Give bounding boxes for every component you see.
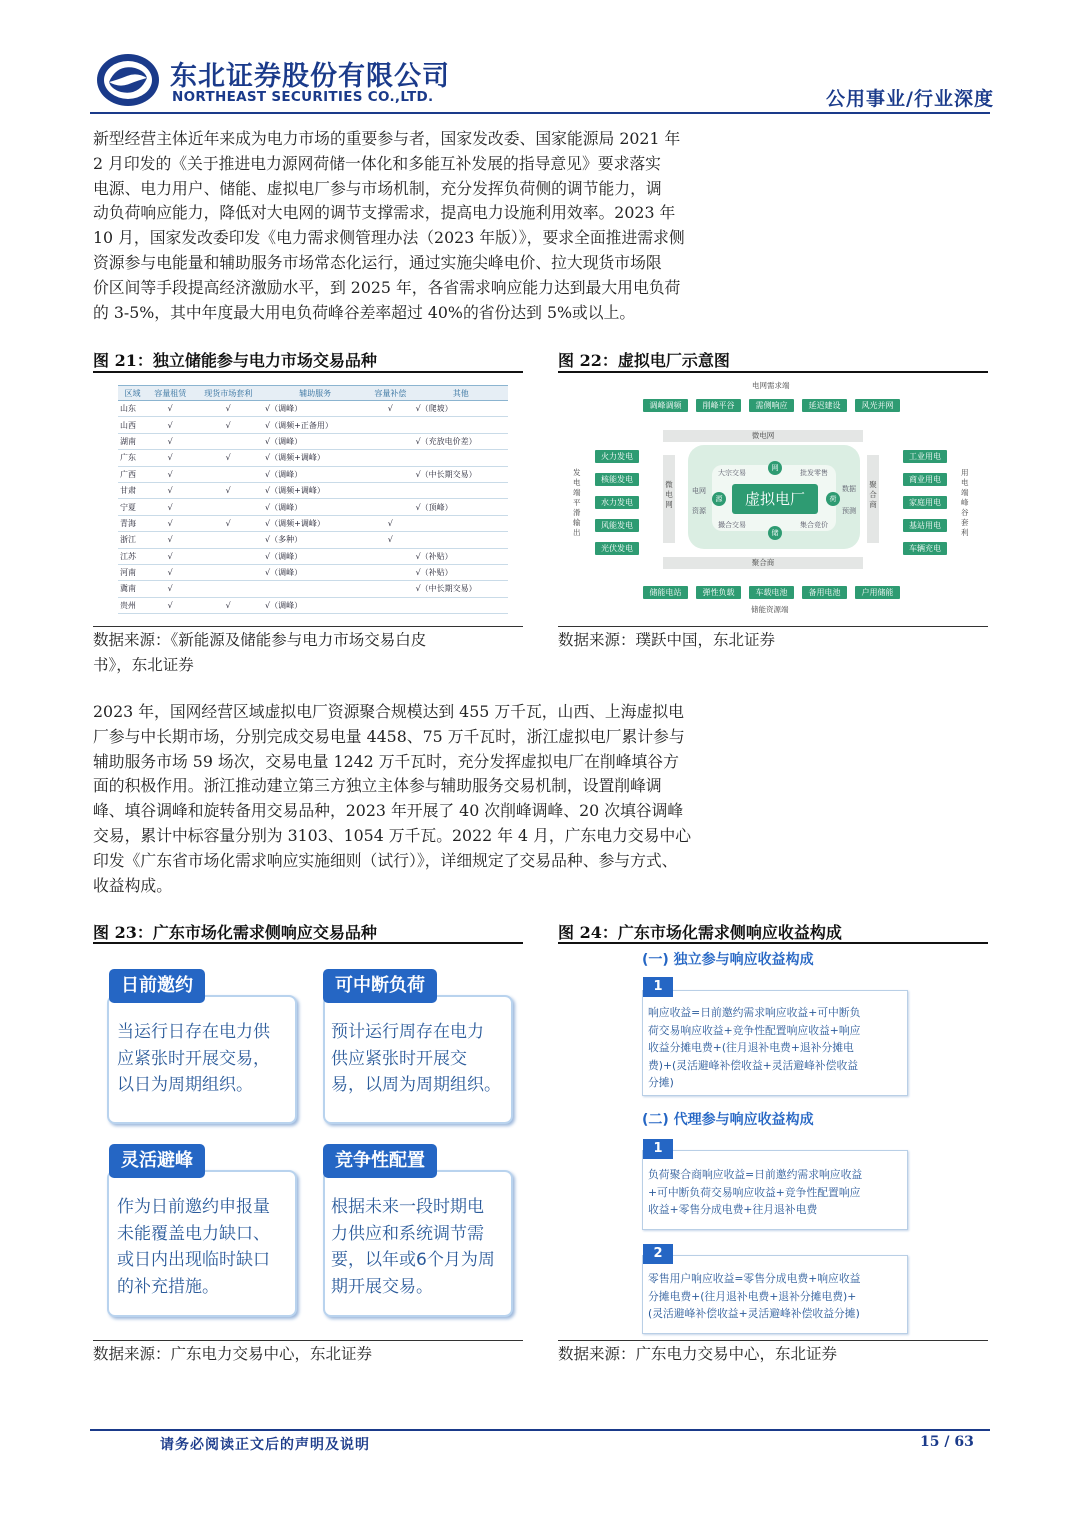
vp-inner-label: 撮合交易 [718,521,746,529]
table-cell: √（补贴） [414,548,508,564]
fig23-card-tag: 日前邀约 [109,969,205,1003]
fig22-source: 数据来源：璞跃中国，东北证券 [558,631,776,649]
table-cell: √（调峰） [263,433,367,449]
footer-disclaimer: 请务必阅读正文后的声明及说明 [160,1437,370,1453]
vp-right-box: 工业用电 [903,450,947,463]
table-cell [263,581,367,597]
fig24-box-text [648,1166,862,1219]
vp-right-box: 商业用电 [903,473,947,486]
table-cell [367,548,413,564]
table-cell [367,482,413,498]
table-cell: √ [147,401,193,417]
report-category: 公用事业/行业深度 [826,88,994,110]
vp-inner-label: 集合竞价 [800,521,828,529]
table-cell [414,450,508,466]
table-cell: 江苏 [118,548,147,564]
table-cell: √ [147,548,193,564]
fig22-top-rule [558,371,988,373]
para-line: 资源参与电能量和辅助服务市场常态化运行，通过实施尖峰电价、拉大现货市场限 [93,252,662,272]
fig24-bottom-rule [558,1340,988,1341]
vp-center-label: 虚拟电厂 [744,490,805,508]
fig21-top-rule [93,371,523,373]
table-header-cell: 辅助服务 [263,386,367,401]
table-row [118,466,508,482]
fig24-section-agent: (二) 代理参与响应收益构成 [642,1112,814,1128]
rv-line: 负荷聚合商响应收益=日前邀约需求响应收益 [648,1168,863,1181]
table-cell: 广西 [118,466,147,482]
table-header-cell: 容量租赁 [147,386,193,401]
table-cell: √ [193,417,263,433]
rv-line: 分摊) [648,1076,674,1090]
card-line: 供应紧张时开展交 [331,1048,467,1069]
vp-top-box: 延迟建设 [802,399,847,412]
vp-inner-side-label: 预测 [842,507,856,515]
table-row [118,548,508,564]
table-cell: 湖南 [118,433,147,449]
vp-right-mid-bar: 聚合商 [867,455,879,543]
para-line: 辅助服务市场 59 场次，交易电量 1242 万千瓦时，充分发挥虚拟电厂在削峰填谷方 [93,751,679,771]
table-cell: √ [147,450,193,466]
card-line: 力供应和系统调节需 [331,1223,484,1244]
vp-left-side-label: 发电端平滑输出 [573,468,581,537]
table-header-cell: 容量补偿 [367,386,413,401]
para-line: 电源、电力用户、储能、虚拟电厂参与市场机制，充分发挥负荷侧的调节能力，调 [93,178,662,198]
vp-inner-side-label: 电网 [692,487,706,495]
vp-left-mid-bar: 微电网 [663,455,675,543]
fig24-box-number: 1 [643,1139,673,1159]
table-cell [367,466,413,482]
table-cell [193,499,263,515]
card-line: 应紧张时开展交易， [117,1048,270,1069]
vp-circle-bottom: 储 [768,526,782,540]
fig24-title: 图 24：广东市场化需求侧响应收益构成 [558,923,842,942]
table-cell: √（调峰） [263,499,367,515]
table-cell: √（调频+调峰） [263,450,367,466]
table-cell: 宁夏 [118,499,147,515]
table-cell: √（中长期交易） [414,581,508,597]
fig23-card-text [117,1194,270,1300]
table-row [118,450,508,466]
para-line: 印发《广东省市场化需求响应实施细则（试行）》，详细规定了交易品种、参与方式、 [93,850,678,870]
para-line: 10 月，国家发改委印发《电力需求侧管理办法（2023 年版）》，要求全面推进需求侧 [93,228,685,248]
vp-bottom-box: 储能电站 [643,586,688,599]
rv-line: 荷交易响应收益+竞争性配置响应收益+响应 [648,1023,861,1037]
vp-top-box: 调峰调频 [643,399,688,412]
footer-divider [90,1429,990,1431]
table-cell [367,564,413,580]
card-line: 或日内出现临时缺口 [117,1250,270,1270]
table-cell: √ [193,482,263,498]
fig23-top-rule [93,942,523,944]
table-cell: √ [147,482,193,498]
fig22-bottom-rule [558,626,988,627]
rv-line: +可中断负荷交易响应收益+竞争性配置响应 [648,1185,861,1199]
vp-bottom-box: 车载电池 [749,586,794,599]
company-name-cn: 东北证券股份有限公司 [170,61,450,92]
table-row [118,597,508,613]
vp-left-box: 风能发电 [595,519,639,532]
table-cell: √ [367,532,413,548]
vp-top-box: 削峰平谷 [696,399,741,412]
fig21-source [93,628,528,678]
fig24-box-number: 1 [643,977,673,997]
rv-line: 收益分摊电费+(往月退补电费+退补分摊电 [648,1041,854,1055]
company-name-en: NORTHEAST SECURITIES CO.,LTD. [172,89,434,105]
table-cell: √ [367,515,413,531]
table-cell: √（调频+调峰） [263,515,367,531]
table-cell [193,548,263,564]
fig23-bottom-rule [93,1340,523,1341]
table-cell: √（调峰） [263,401,367,417]
table-cell [367,450,413,466]
vp-microgrid-bar: 微电网 [663,430,863,442]
header-divider [90,112,990,114]
table-cell: 河南 [118,564,147,580]
fig23-card-tag: 竞争性配置 [323,1144,437,1178]
para-line: 交易，累计中标容量分别为 3103、1054 万千瓦。2022 年 4 月，广东电力交易中心 [93,825,692,845]
table-cell: √ [147,433,193,449]
card-line: 要，以年或6个月为周 [331,1250,495,1270]
table-cell [193,466,263,482]
body-paragraph-2 [93,700,777,898]
table-cell: 浙江 [118,532,147,548]
source-line: 书》，东北证券 [93,656,194,674]
fig21-title: 图 21：独立储能参与电力市场交易品种 [93,351,377,370]
table-cell: √ [193,450,263,466]
vp-top-label: 电网需求端 [752,381,790,390]
para-line: 新型经营主体近年来成为电力市场的重要参与者，国家发改委、国家能源局 2021 年 [93,129,681,148]
table-cell [193,564,263,580]
table-row [118,581,508,597]
vp-left-box: 水力发电 [595,496,639,509]
table-cell: √ [147,466,193,482]
fig23-source: 数据来源：广东电力交易中心，东北证券 [93,1345,373,1363]
vp-circle-top: 网 [768,461,782,475]
table-cell: 广东 [118,450,147,466]
fig23-card-text [331,1194,495,1300]
vp-top-box: 风光并网 [855,399,900,412]
vp-right-side-label: 用电端峰谷套利 [961,468,969,537]
fig23-card-text [331,1019,501,1099]
fig24-box-number: 2 [643,1244,673,1264]
table-cell: √ [147,417,193,433]
table-cell: √（多种） [263,532,367,548]
vp-right-box: 基站用电 [903,519,947,532]
table-cell: √（爬坡） [414,401,508,417]
vp-bottom-box: 弹性负载 [696,586,741,599]
vp-inner-side-label: 资源 [692,507,706,515]
table-cell: √ [147,597,193,613]
table-cell [414,597,508,613]
card-line: 期开展交易。 [331,1276,433,1297]
table-row [118,499,508,515]
table-cell [414,515,508,531]
fig23-card-tag: 可中断负荷 [323,969,437,1003]
table-row [118,515,508,531]
para-line: 价区间等手段提高经济激励水平，到 2025 年，各省需求响应能力达到最大用电负荷 [93,277,681,297]
table-header-cell: 区域 [118,386,147,401]
rv-line: 响应收益=日前邀约需求响应收益+可中断负 [648,1006,861,1019]
table-cell: √ [367,401,413,417]
table-cell: 山东 [118,401,147,417]
vp-inner-label: 大宗交易 [718,469,746,477]
table-cell: √ [147,581,193,597]
table-row [118,564,508,580]
company-logo-icon [95,52,161,108]
vp-circle-left: 源 [712,492,726,506]
table-cell [367,499,413,515]
table-cell: √ [147,515,193,531]
table-cell: √（调峰） [263,548,367,564]
table-cell [367,597,413,613]
table-row [118,532,508,548]
para-line: 厂参与中长期市场，分别完成交易电量 4458、75 万千瓦时，浙江虚拟电厂累计参与 [93,726,685,746]
table-row [118,417,508,433]
vp-circle-right: 荷 [826,492,840,506]
table-header-cell: 现货市场套利 [193,386,263,401]
table-cell: 冀南 [118,581,147,597]
fig24-top-rule [558,942,988,944]
table-header-cell: 其他 [414,386,508,401]
table-cell [193,433,263,449]
para-line: 峰、填谷调峰和旋转备用交易品种，2023 年开展了 40 次削峰调峰、20 次填谷调峰 [93,801,684,821]
rv-line: (灵活避峰补偿收益+灵活避峰补偿收益分摊) [648,1307,860,1321]
table-cell [367,433,413,449]
para-line: 收益构成。 [93,875,172,895]
vp-top-box: 需侧响应 [749,399,794,412]
table-cell: √（调频+正备用） [263,417,367,433]
table-cell [414,532,508,548]
rv-line: 费)+(灵活避峰补偿收益+灵活避峰补偿收益 [648,1058,859,1072]
table-cell: √ [193,597,263,613]
rv-line: 收益+零售分成电费+往月退补电费 [648,1203,818,1217]
table-cell: √ [147,499,193,515]
para-line: 2023 年，国网经营区域虚拟电厂资源聚合规模达到 455 万千瓦，山西、上海虚拟电 [93,702,684,721]
table-cell [414,417,508,433]
table-cell: 甘肃 [118,482,147,498]
table-cell: √（顶峰） [414,499,508,515]
table-cell: √ [193,401,263,417]
para-line: 面的积极作用。浙江推动建立第三方独立主体参与辅助服务交易机制，设置削峰调 [93,776,662,796]
vp-left-box: 核能发电 [595,473,639,486]
table-cell [414,482,508,498]
table-cell: √（补贴） [414,564,508,580]
table-cell: √ [147,564,193,580]
vp-bottom-box: 备用电池 [802,586,847,599]
table-cell: √（中长期交易） [414,466,508,482]
body-paragraph-1 [93,127,777,325]
fig23-card-text [117,1019,270,1099]
para-line: 动负荷响应能力，降低对大电网的调节支撑需求，提高电力设施利用效率。2023 年 [93,203,676,223]
table-cell [193,532,263,548]
card-line: 作为日前邀约申报量 [117,1197,270,1217]
card-line: 易，以周为周期组织。 [331,1075,501,1095]
para-line: 的 3-5%，其中年度最大用电负荷峰谷差率超过 40%的省份达到 5%或以上。 [93,302,636,322]
card-line: 未能覆盖电力缺口、 [117,1223,270,1244]
table-row [118,433,508,449]
vp-left-box: 火力发电 [595,450,639,463]
table-cell [367,581,413,597]
table-cell: 山西 [118,417,147,433]
page-number: 15 / 63 [920,1434,974,1450]
table-cell: √ [193,515,263,531]
vp-right-box: 家庭用电 [903,496,947,509]
vp-bottom-box: 户用储能 [855,586,900,599]
rv-line: 零售用户响应收益=零售分成电费+响应收益 [648,1272,861,1285]
fig22-title: 图 22：虚拟电厂示意图 [558,351,730,370]
table-cell: √（调频+调峰） [263,482,367,498]
table-cell [367,417,413,433]
source-line: 数据来源：《新能源及储能参与电力市场交易白皮 [93,631,427,649]
rv-line: 分摊电费+(往月退补电费+退补分摊电费)+ [648,1289,857,1303]
fig24-box-text [648,1004,860,1092]
card-line: 以日为周期组织。 [117,1075,253,1095]
table-row [118,482,508,498]
card-line: 根据未来一段时期电 [331,1197,484,1217]
table-cell: √（调峰） [263,564,367,580]
fig24-source: 数据来源：广东电力交易中心，东北证券 [558,1345,838,1363]
vp-left-box: 光伏发电 [595,542,639,555]
table-cell: √（调峰） [263,597,367,613]
fig24-section-independent: (一) 独立参与响应收益构成 [642,952,814,968]
vp-aggregator-bar: 聚合商 [663,557,863,569]
table-cell: 贵州 [118,597,147,613]
table-cell: √（调峰） [263,466,367,482]
vp-right-box: 车辆充电 [903,542,947,555]
vp-inner-side-label: 数据 [842,485,856,493]
card-line: 的补充措施。 [117,1276,219,1297]
fig24-box-text [648,1270,860,1323]
card-line: 预计运行周存在电力 [331,1022,484,1042]
para-line: 2 月印发的《关于推进电力源网荷储一体化和多能互补发展的指导意见》要求落实 [93,153,661,173]
table-cell: √ [147,532,193,548]
card-line: 当运行日存在电力供 [117,1022,270,1042]
vp-inner-label: 批发零售 [800,469,828,477]
fig23-title: 图 23：广东市场化需求侧响应交易品种 [93,923,377,942]
table-cell: √（充放电价差） [414,433,508,449]
table-cell [193,581,263,597]
table-cell: 青海 [118,515,147,531]
vp-bottom-label: 储能资源端 [751,605,789,614]
fig21-bottom-rule [93,626,523,627]
fig21-table [118,385,508,614]
table-row [118,401,508,417]
fig23-card-tag: 灵活避峰 [109,1144,205,1178]
